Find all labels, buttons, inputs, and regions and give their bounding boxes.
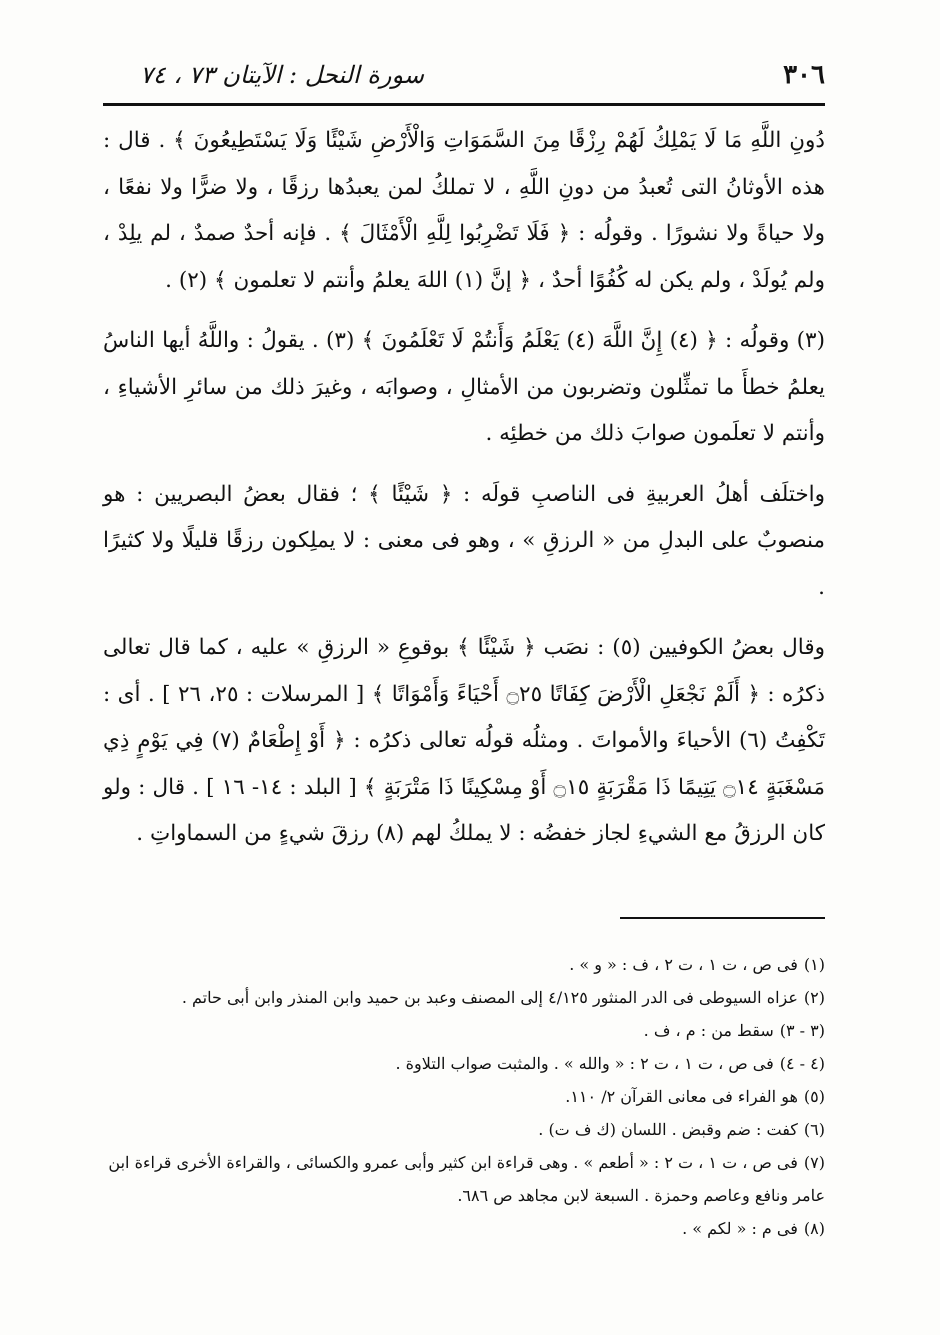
paragraph: (٣) وقولُه : ﴿ (٤) إِنَّ اللَّهَ (٤) يَعْلَمُ وَأَنتُمْ لَا تَعْلَمُونَ ﴾ (٣) . يقولُ : واللَّهُ أيها الناسُ يعلمُ خطأَ ما تمثِّلون وتضربون من الأمثالِ ، وصوابَه ، وغيرَ ذلك من سائرِ الأشياءِ ، وأنتم لا تعلَمون صوابَ ذلك من خطئِه . xyxy=(103,328,825,446)
page-number: ٣٠٦ xyxy=(783,60,825,90)
footnote-number: (٦) xyxy=(803,1120,825,1139)
footnote-number: (٤ - ٤) xyxy=(779,1054,825,1073)
footnote-text: عزاه السيوطى فى الدر المنثور ٤/١٢٥ إلى المصنف وعبد بن حميد وابن المنذر وابن أبى حاتم . xyxy=(181,988,798,1007)
footnote-number: (٧) xyxy=(803,1153,825,1172)
main-text xyxy=(103,118,825,872)
paragraph: واختلَف أهلُ العربيةِ فى الناصبِ قولَه : ﴿ شَيْئًا ﴾ ؛ فقال بعضُ البصريين : هو منصوبٌ على البدلِ من « الرزقِ » ، وهو فى معنى : لا يملِكون رزقًا قليلًا ولا كثيرًا . xyxy=(103,481,825,600)
footnote xyxy=(103,981,825,1014)
footnote xyxy=(103,1146,825,1212)
footnote-text: كفت : ضم وقبض . اللسان (ك ف ت) . xyxy=(538,1120,798,1139)
footnote-separator xyxy=(620,917,825,919)
footnote-number: (٥) xyxy=(803,1087,825,1106)
footnote-number: (١) xyxy=(803,955,825,974)
footnotes xyxy=(103,948,825,1245)
footnote-text: فى ص ، ت ١ ، ت ٢ ، ف : « و » . xyxy=(569,955,798,974)
footnote-text: فى ص ، ت ١ ، ت ٢ : « أطعم » . وهى قراءة ابن كثير وأبى عمرو والكسائى ، والقراءة الأخرى قراءة ابن عامر ونافع وعاصم وحمزة . السبعة لابن مجاهد ص ٦٨٦. xyxy=(108,1153,825,1205)
paragraph: وقال بعضُ الكوفيين (٥) : نصَب ﴿ شَيْئًا ﴾ بوقوعِ « الرزقِ » عليه ، كما قال تعالى ذكرُه : ﴿ أَلَمْ نَجْعَلِ الْأَرْضَ كِفَاتًا ۝٢٥ أَحْيَاءً وَأَمْوَاتًا ﴾ [ المرسلات : ٢٥، ٢٦ ] . أى : تَكْفِتُ (٦) الأحياءَ والأمواتَ . ومثلُه قولُه تعالى ذكرُه : ﴿ أَوْ إِطْعَامٌ (٧) فِي يَوْمٍ ذِي مَسْغَبَةٍ ۝١٤ يَتِيمًا ذَا مَقْرَبَةٍ ۝١٥ أَوْ مِسْكِينًا ذَا مَتْرَبَةٍ ﴾ [ البلد : ١٤- ١٦ ] . قال : ولو كان الرزقُ مع الشيءِ لجاز خفضُه : لا يملكُ لهم (٨) رزقَ شيءٍ من السماواتِ . xyxy=(103,635,826,846)
footnote xyxy=(103,948,825,981)
footnote-text: فى م : « لكم » . xyxy=(682,1219,798,1238)
paragraph: دُونِ اللَّهِ مَا لَا يَمْلِكُ لَهُمْ رِزْقًا مِنَ السَّمَوَاتِ وَالْأَرْضِ شَيْئًا وَلَا يَسْتَطِيعُونَ ﴾ . قال : هذه الأوثانُ التى تُعبدُ من دونِ اللَّهِ ، لا تملكُ لمن يعبدُها رزقًا ، ولا ضرًّا ولا نفعًا ، ولا حياةً ولا نشورًا . وقولُه : ﴿ فَلَا تَضْرِبُوا لِلَّهِ الْأَمْثَالَ ﴾ . فإنه أحدٌ صمدٌ ، لم يلِدْ ، ولم يُولَدْ ، ولم يكن له كُفُوًا أحدٌ ، ﴿ إنَّ (١) اللهَ يعلمُ وأنتم لا تعلمون ﴾ (٢) . xyxy=(103,128,825,293)
footnote-text: سقط من : م ، ف . xyxy=(643,1021,774,1040)
footnote-text: فى ص ، ت ١ ، ت ٢ : « والله » . والمثبت صواب التلاوة . xyxy=(395,1054,774,1073)
running-header xyxy=(110,50,825,100)
footnote xyxy=(103,1113,825,1146)
footnote xyxy=(103,1047,825,1080)
header-rule xyxy=(103,103,825,106)
surah-title: سورة النحل : الآيتان ٧٣ ، ٧٤ xyxy=(140,61,424,89)
footnote xyxy=(103,1212,825,1245)
footnote-number: (٢) xyxy=(803,988,825,1007)
footnote-text: هو الفراء فى معانى القرآن ٢/ ١١٠. xyxy=(565,1087,798,1106)
footnote xyxy=(103,1014,825,1047)
footnote xyxy=(103,1080,825,1113)
footnote-number: (٣ - ٣) xyxy=(779,1021,825,1040)
footnote-number: (٨) xyxy=(803,1219,825,1238)
